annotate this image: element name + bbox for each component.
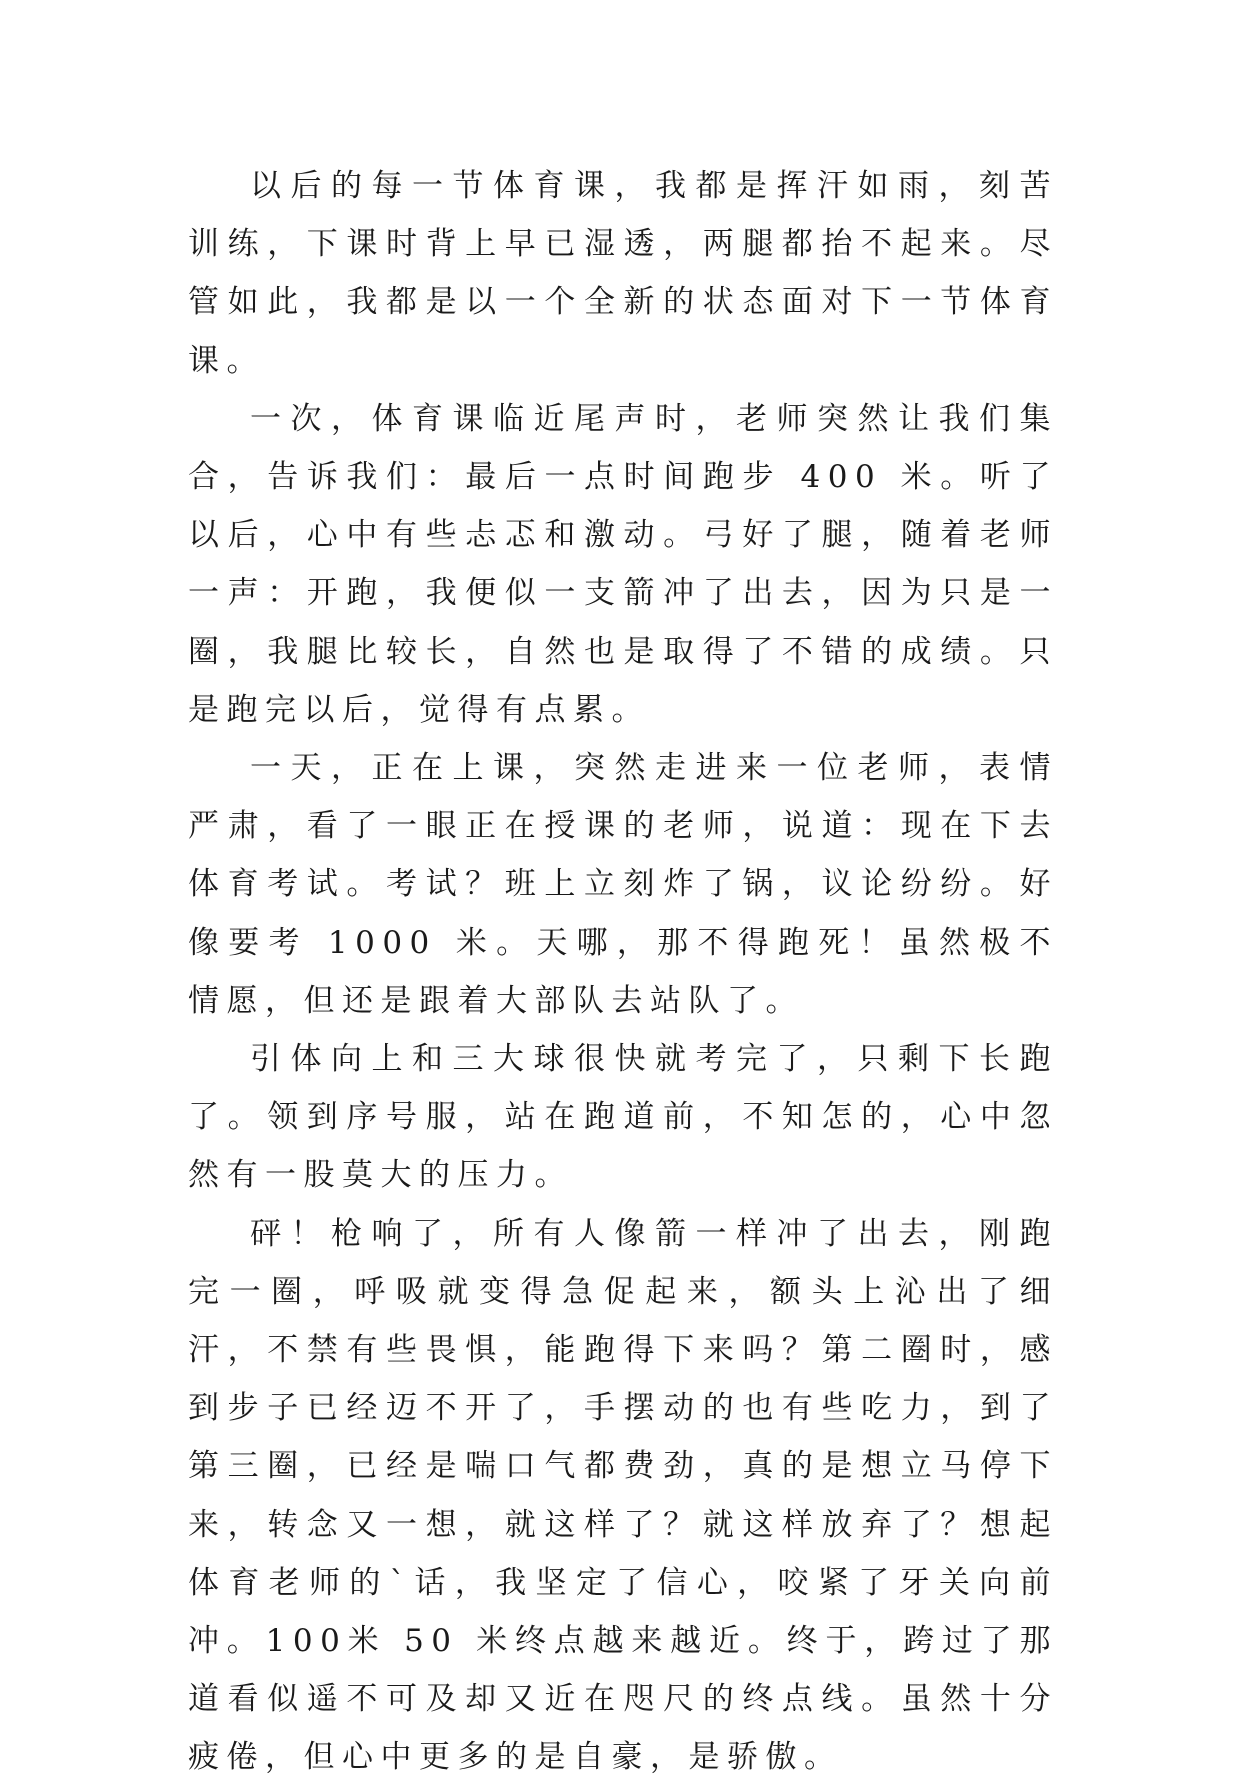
paragraph: 一天，正在上课，突然走进来一位老师，表情严肃，看了一眼正在授课的老师，说道：现在下去体育考试。考试？班上立刻炸了锅，议论纷纷。好像要考 1000 米。天哪，那不得跑死！虽然极不情愿，但还是跟着大部队去站队了。 (188, 750, 1058, 1019)
document-body (188, 157, 1058, 1787)
paragraph: 一次，体育课临近尾声时，老师突然让我们集合，告诉我们：最后一点时间跑步 400 米。听了以后，心中有些忐忑和激动。弓好了腿，随着老师一声：开跑，我便似一支箭冲了出去，因为只是一圈，我腿比较长，自然也是取得了不错的成绩。只是跑完以后，觉得有点累。 (188, 400, 1058, 728)
paragraph: 砰！枪响了，所有人像箭一样冲了出去，刚跑完一圈，呼吸就变得急促起来，额头上沁出了细汗，不禁有些畏惧，能跑得下来吗？第二圈时，感到步子已经迈不开了，手摆动的也有些吃力，到了第三圈，已经是喘口气都费劲，真的是想立马停下来，转念又一想，就这样了？就这样放弃了？想起体育老师的`话，我坚定了信心，咬紧了牙关向前冲。100米 50 米终点越来越近。终于，跨过了那道看似遥不可及却又近在咫尺的终点线。虽然十分疲倦，但心中更多的是自豪，是骄傲。 (188, 1215, 1058, 1776)
paragraph: 引体向上和三大球很快就考完了，只剩下长跑了。领到序号服，站在跑道前，不知怎的，心中忽然有一股莫大的压力。 (188, 1041, 1058, 1194)
paragraph: 以后的每一节体育课，我都是挥汗如雨，刻苦训练，下课时背上早已湿透，两腿都抬不起来。尽管如此，我都是以一个全新的状态面对下一节体育课。 (188, 168, 1058, 379)
